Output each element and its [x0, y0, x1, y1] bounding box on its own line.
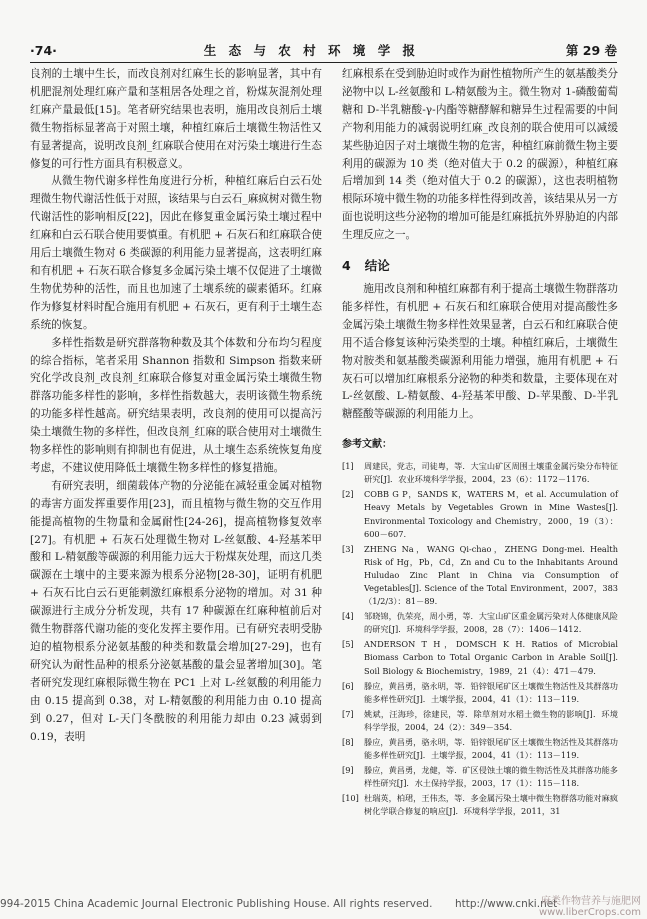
reference-number: [9]: [342, 765, 354, 776]
paragraph: 良剂的土壤中生长，而改良剂对红麻生长的影响显著，其中有机肥混剂处理红麻产量和茎粗居各处理之首，粉煤灰混剂处理红麻产量最低[15]。笔者研究结果也表明，施用改良剂后土壤微生物指标显著高于对照土壤，种植红麻后土壤微生物活性又有显著提高，说明改良剂_红麻联合使用在对污染土壤进行生态修复的可行性方面具有积极意义。: [30, 68, 322, 170]
cnki-link[interactable]: http://www.cnki.net: [455, 898, 558, 910]
reference-item: [342, 792, 618, 818]
reference-text: 滕应，黄昌勇，骆永明，等．铅锌银尾矿区土壤微生物活性及其群落功能多样性研究[J]．土壤学报，2004，41（1）：113－119.: [364, 737, 618, 761]
reference-number: [4]: [342, 611, 354, 622]
paragraph: 从微生物代谢多样性角度进行分析，种植红麻后白云石处理微生物代谢活性低于对照，该结果与白云石_麻疯树对微生物代谢活性的影响相反[22]，因此在修复重金属污染土壤过程中红麻和白云石联合使用要慎重。有机肥 + 石灰石和红麻联合使用后土壤微生物对 6 类碳源的利用能力显著提高，这表明红麻和有机肥 + 石灰石联合修复多金属污染土壤不仅促进了土壤微生物优势种的活性，而且也加速了土壤系统的碳素循环。红麻作为修复材料时配合施用有机肥 + 石灰石，更有利于土壤生态系统的恢复。: [30, 175, 322, 331]
reference-text: COBB G P，SANDS K，WATERS M，et al. Accumulation of Heavy Metals by Vegetables Grown in Mine Wastes[J]. Environmental Toxicology and Chemistry，2000，19（3）：600－607.: [364, 489, 618, 539]
running-header: [30, 40, 617, 60]
reference-list: [342, 460, 618, 818]
section-title: 结论: [364, 258, 390, 274]
reference-text: 姚斌，汪海珍，徐建民，等．除草剂对水稻土微生物的影响[J]．环境科学学报，2004，24（2）：349－354.: [364, 708, 618, 732]
section-heading: [342, 257, 618, 275]
reference-number: [6]: [342, 680, 354, 691]
reference-text: 周建民，党志，司徒粤，等．大宝山矿区周围土壤重金属污染分布特征研究[J]．农业环境科学学报，2004，23（6）：1172－1176.: [364, 461, 618, 485]
reference-item: [342, 488, 618, 540]
reference-number: [5]: [342, 639, 354, 650]
volume-label: 第 29 卷: [565, 43, 617, 58]
journal-title: 生 态 与 农 村 环 境 学 报: [203, 43, 420, 58]
watermark: [539, 896, 641, 918]
reference-text: 杜瑞英，柏珺，王伟杰，等．多金属污染土壤中微生物群落功能对麻疯树化学联合修复的响应[J]．环境科学学报，2011，31: [364, 793, 618, 817]
reference-item: [342, 638, 618, 677]
reference-item: [342, 708, 618, 734]
reference-number: [2]: [342, 489, 354, 500]
reference-item: [342, 610, 618, 636]
page-number: ·74·: [30, 42, 57, 58]
reference-item: [342, 764, 618, 790]
reference-number: [10]: [342, 793, 359, 804]
reference-number: [3]: [342, 543, 354, 554]
reference-number: [1]: [342, 461, 354, 472]
header-rule: [30, 62, 617, 63]
paragraph: 红麻根系在受到胁迫时或作为耐性植物所产生的氨基酸类分泌物中以 L-丝氨酸和 L-精氨酸为主。微生物对 1-磷酸葡萄糖和 D-半乳糖酸-γ-内酯等糖酵解和糖异生过程需要的中间产物利用能力的减弱说明红麻_改良剂的联合使用可以减缓某些胁迫因子对土壤微生物的危害，种植红麻前微生物主要利用的碳源为 10 类（绝对值大于 0.2 的碳源），种植红麻后增加到 14 类（绝对值大于 0.2 的碳源），这也表明植物根际环境中微生物的功能多样性得到改善，该结果从另一方面也说明这些分泌物的增加可能是红麻抵抗外界胁迫的内部生理反应之一。: [342, 68, 618, 242]
reference-item: [342, 543, 618, 608]
reference-item: [342, 460, 618, 486]
left-column: [30, 66, 322, 746]
reference-text: ZHENG Na，WANG Qi-chao，ZHENG Dong-mei. Health Risk of Hg，Pb，Cd，Zn and Cu to the Inhabitants Around Huludao Zinc Plant in China via Consumption of Vegetables[J]. Science of the Total Environment，2007，383（1/2/3）：81－89.: [364, 543, 618, 607]
reference-item: [342, 736, 618, 762]
reference-text: 滕应，黄昌勇，龙健，等．矿区侵蚀土壤的微生物活性及其群落功能多样性研究[J]．水土保持学报，2003，17（1）：115－118.: [364, 765, 618, 789]
reference-number: [8]: [342, 737, 354, 747]
reference-item: [342, 680, 618, 706]
reference-text: 滕应，黄昌勇，骆永明，等．铅锌银尾矿区土壤微生物活性及其群落功能多样性研究[J]．土壤学报，2004，41（1）：113－119.: [364, 680, 618, 704]
section-number: 4: [342, 258, 351, 274]
paragraph: 有研究表明，细菌载体产物的分泌能在减轻重金属对植物的毒害方面发挥重要作用[23]，而且植物与微生物的交互作用能提高植物的生物量和金属耐性[24-26]，提高植物修复效率[27]。有机肥 + 石灰石处理微生物对 L-丝氨酸、4-羟基苯甲酸和 L-精氨酸等碳源的利用能力远大于粉煤灰处理，而这几类碳源在土壤中的主要来源为根系分泌物[28-30]，证明有机肥 + 石灰石比白云石更能刺激红麻根系分泌物的增加。对 31 种碳源进行主成分分析发现，共有 17 种碳源在红麻种植前后对微生物群落代谢功能的变化发挥主要作用。已有研究表明受胁迫的植物根系分泌氨基酸的种类和数量会增加[27-29]，也有研究认为耐性品种的根系分泌氨基酸的量会显著增加[30]。笔者研究发现红麻根际微生物在 PC1 上对 L-丝氨酸的利用能力由 0.15 提高到 0.38，对 L-精氨酸的利用能力由 0.10 提高到 0.27，但对 L-天门冬酰胺的利用能力却由 0.23 减弱到 0.19，表明: [30, 479, 322, 743]
right-column: [342, 66, 618, 821]
watermark-line: 麻类作物营养与施肥网: [541, 896, 641, 907]
watermark-line: www.liberCrops.com: [538, 907, 641, 918]
reference-text: 邹晓锦，仇荣亮，周小勇，等．大宝山矿区重金属污染对人体健康风险的研究[J]．环境科学学报，2008，28（7）：1406－1412.: [364, 611, 618, 635]
references-title: 参考文献：: [342, 439, 392, 451]
copyright-text: 994-2015 China Academic Journal Electronic Publishing House. All rights reserved.: [0, 898, 433, 910]
paragraph: 施用改良剂和种植红麻都有利于提高土壤微生物群落功能多样性，有机肥 + 石灰石和红麻联合使用对提高酸性多金属污染土壤微生物多样性效果显著，白云石和红麻联合使用不适合修复该种污染类型的土壤。种植红麻后，土壤微生物对胺类和氨基酸类碳源利用能力增强，施用有机肥 + 石灰石可以增加红麻根系分泌物的种类和数量，主要体现在对 L-丝氨酸、L-精氨酸、4-羟基苯甲酸、D-苹果酸、D-半乳糖醛酸等碳源的利用能力上。: [342, 282, 618, 421]
paragraph: 多样性指数是研究群落物种数及其个体数和分布均匀程度的综合指标，笔者采用 Shannon 指数和 Simpson 指数来研究化学改良剂_改良剂_红麻联合修复对重金属污染土壤微生物群落功能多样性的影响，多样性指数越大，表明该微生物系统的功能多样性越高。研究结果表明，改良剂的使用可以提高污染土壤微生物的多样性，但改良剂_红麻的联合使用对土壤微生物多样性的影响则有抑制也有促进，从土壤生态系统恢复角度考虑，不建议使用降低土壤微生物多样性的修复措施。: [30, 336, 322, 474]
reference-number: [7]: [342, 708, 354, 719]
reference-text: ANDERSON T H，DOMSCH K H. Ratios of Microbial Biomass Carbon to Total Organic Carbon in Arable Soil[J]. Soil Biology & Biochemistry，1989，21（4）：471－479.: [364, 639, 618, 676]
